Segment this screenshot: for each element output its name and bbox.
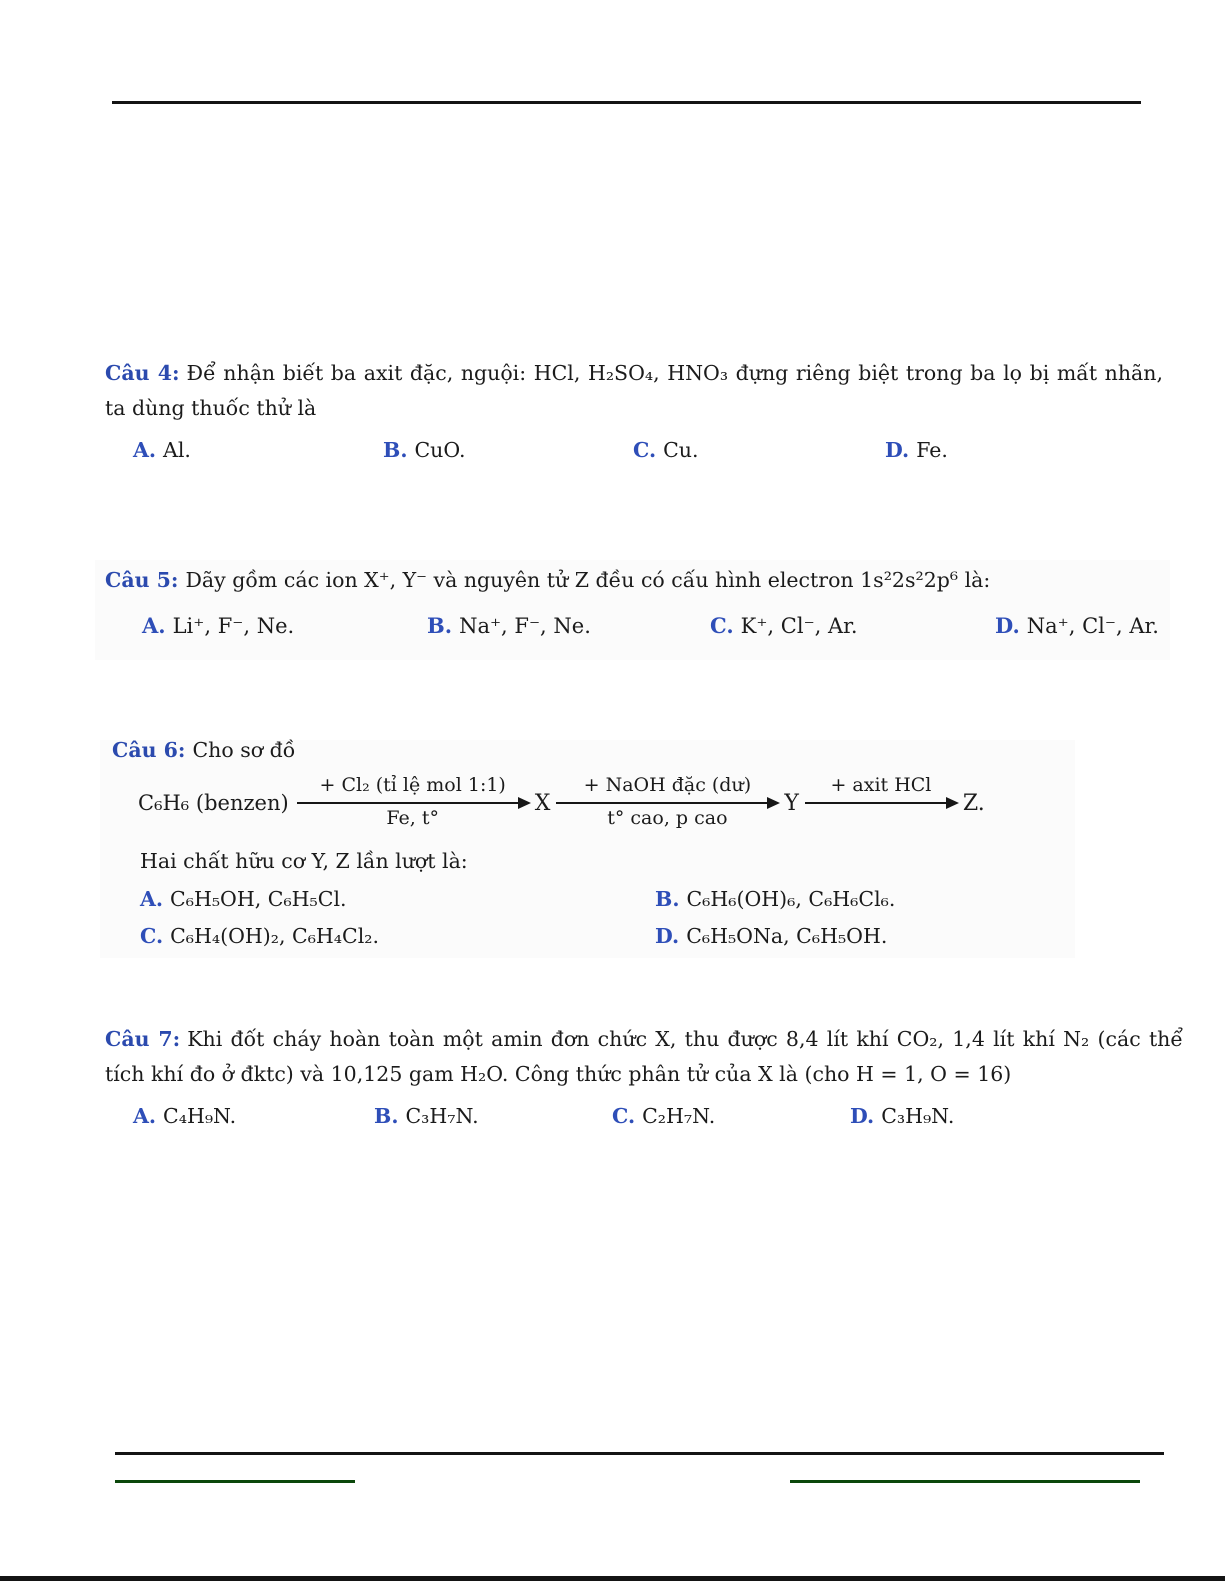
option-c [612,1099,850,1134]
option-c [140,918,655,955]
scheme-product-x: X [534,790,551,816]
option-c-letter: C. [633,438,657,462]
option-b [655,881,1082,918]
option-a-letter: A. [133,1104,157,1128]
option-a-text: Li⁺, F⁻, Ne. [172,614,295,638]
reaction-scheme-diagram [138,771,1082,835]
question-5-body: Dãy gồm các ion X⁺, Y⁻ và nguyên tử Z đều có cấu hình electron 1s²2s²2p⁶ là: [185,568,991,592]
option-b-text: Na⁺, F⁻, Ne. [459,614,591,638]
arrow-3-shaft [805,802,957,804]
option-b-letter: B. [655,887,680,911]
question-7-body: Khi đốt cháy hoàn toàn một amin đơn chức X, thu được 8,4 lít khí CO₂, 1,4 lít khí N₂ (các thể tích khí đo ở đktc) và 10,125 gam H₂O. Công thức phân tử của X là (cho H = 1, O = 16) [105,1027,1183,1086]
option-d [995,608,1183,644]
reaction-arrow-3 [805,771,957,835]
question-7-label: Câu 7: [105,1027,181,1051]
arrow-3-condition-above: + axit HCl [830,774,932,796]
scheme-product-z: Z. [962,790,985,816]
option-d-text: C₆H₅ONa, C₆H₅OH. [686,924,888,948]
option-b [383,433,633,468]
option-a-text: C₄H₉N. [163,1104,237,1128]
question-5-options [105,608,1183,644]
option-c-letter: C. [612,1104,636,1128]
option-c-text: K⁺, Cl⁻, Ar. [740,614,858,638]
question-7-options [105,1099,1183,1134]
question-4-label: Câu 4: [105,361,180,385]
arrow-2-condition-above: + NaOH đặc (dư) [583,774,752,796]
question-6-body: Cho sơ đồ [192,738,296,762]
question-5-label: Câu 5: [105,568,179,592]
scheme-product-y: Y [784,790,799,816]
arrow-3-condition-below [875,804,887,835]
question-7 [105,1022,1183,1134]
option-c [710,608,995,644]
option-d [850,1099,1183,1134]
option-c-text: Cu. [663,438,699,462]
option-d-letter: D. [655,924,680,948]
bottom-horizontal-rule [115,1452,1164,1455]
option-b [427,608,710,644]
reaction-arrow-1 [297,771,529,835]
question-5-text [105,563,1183,598]
footer-green-underline-right [790,1480,1140,1483]
scheme-reactant: C₆H₆ (benzen) [138,791,289,815]
question-7-text [105,1022,1183,1092]
option-d [655,918,1082,955]
option-d-text: Na⁺, Cl⁻, Ar. [1026,614,1159,638]
option-a [142,608,427,644]
option-c-text: C₆H₄(OH)₂, C₆H₄Cl₂. [170,924,379,948]
arrow-2-shaft [556,802,778,804]
option-b-text: C₆H₆(OH)₆, C₆H₆Cl₆. [686,887,896,911]
option-b-letter: B. [427,613,453,638]
page-bottom-edge-line [0,1576,1225,1581]
reaction-arrow-2 [556,771,778,835]
option-d-letter: D. [995,613,1020,638]
option-d-text: C₃H₉N. [881,1104,955,1128]
option-b [374,1099,612,1134]
option-c-letter: C. [140,924,164,948]
question-5 [105,563,1183,644]
question-4-options [105,433,1163,468]
option-c [633,433,885,468]
question-6-subquestion: Hai chất hữu cơ Y, Z lần lượt là: [140,849,468,873]
option-a-text: Al. [163,438,191,462]
question-6-options [112,881,1082,955]
question-6-label: Câu 6: [112,738,186,762]
option-d-letter: D. [850,1104,875,1128]
option-d-letter: D. [885,438,910,462]
option-b-text: C₃H₇N. [405,1104,479,1128]
arrow-2-condition-below: t° cao, p cao [607,807,728,829]
option-d-text: Fe. [916,438,948,462]
option-a-text: C₆H₅OH, C₆H₅Cl. [170,887,347,911]
option-a-letter: A. [142,613,166,638]
option-b-text: CuO. [414,438,466,462]
option-a [133,433,383,468]
footer-green-underline-left [115,1480,355,1483]
arrow-1-condition-above: + Cl₂ (tỉ lệ mol 1:1) [319,774,506,796]
question-6-text [112,733,1082,768]
option-a [140,881,655,918]
top-horizontal-rule [112,101,1141,104]
option-c-text: C₂H₇N. [642,1104,716,1128]
option-b-letter: B. [374,1104,399,1128]
question-4-body: Để nhận biết ba axit đặc, nguội: HCl, H₂SO₄, HNO₃ đựng riêng biệt trong ba lọ bị mất nhãn, ta dùng thuốc thử là [105,361,1163,420]
option-d [885,433,1163,468]
arrow-1-condition-below: Fe, t° [386,807,439,829]
option-a-letter: A. [140,887,164,911]
option-a [133,1099,374,1134]
arrow-1-shaft [297,802,529,804]
option-c-letter: C. [710,613,734,638]
question-6 [112,733,1082,955]
option-a-letter: A. [133,438,157,462]
question-4-text [105,356,1163,426]
question-4 [105,356,1163,468]
option-b-letter: B. [383,438,408,462]
